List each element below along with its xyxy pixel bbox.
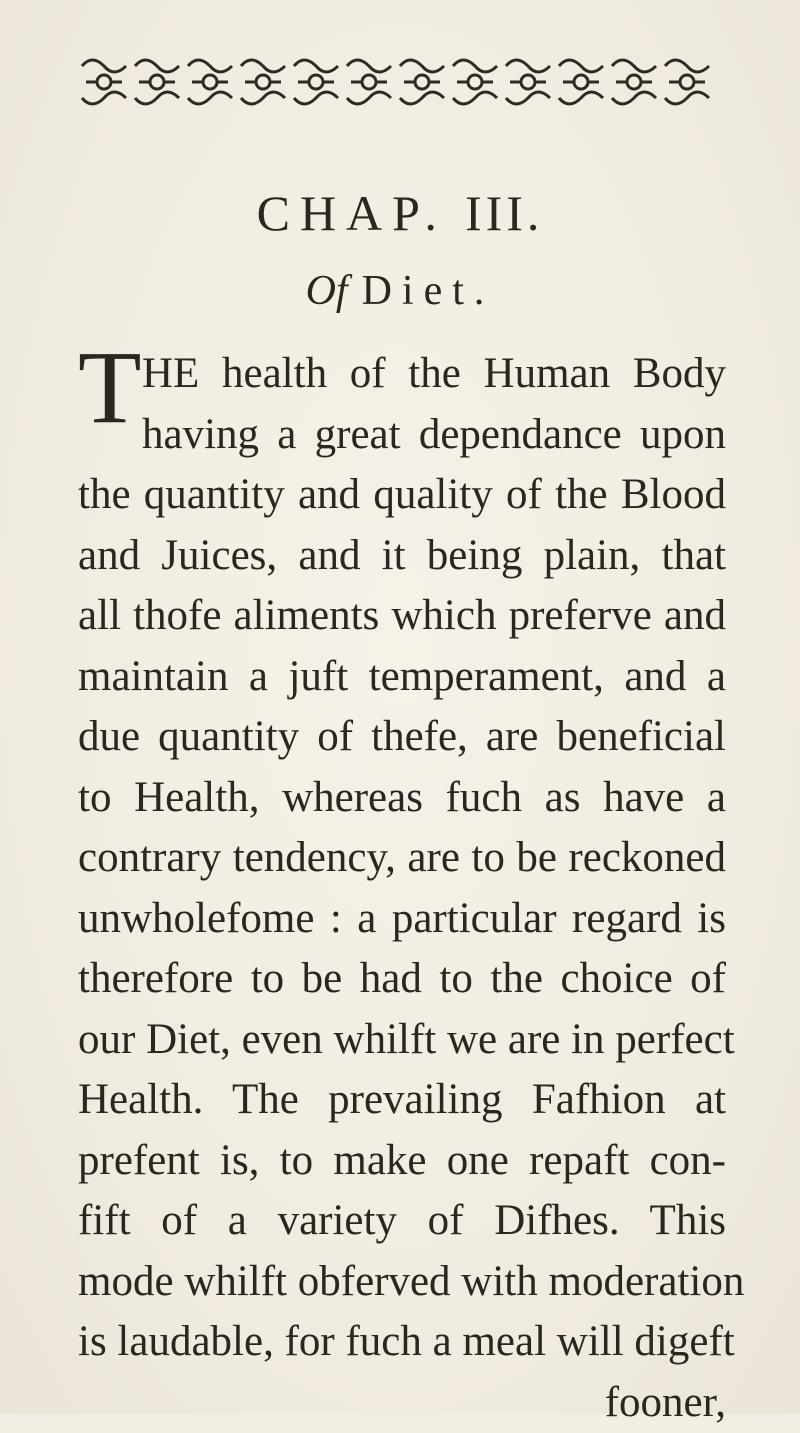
section-title-word: Diet. xyxy=(362,268,495,314)
ornament-band-icon xyxy=(78,52,718,112)
text-line: is laudable, for fuch a meal will digeft xyxy=(78,1312,726,1373)
text-line: therefore to be had to the choice of xyxy=(78,949,726,1010)
text-line: maintain a juft temperament, and a xyxy=(78,647,726,708)
text-line: the quantity and quality of the Blood xyxy=(78,465,726,526)
section-title xyxy=(0,270,800,312)
body-paragraph xyxy=(78,344,726,1433)
chapter-label: CHAP. xyxy=(257,185,447,241)
text-line: having a great dependance upon xyxy=(78,405,726,466)
drop-cap: T xyxy=(78,336,142,440)
text-line: Health. The prevailing Fafhion at xyxy=(78,1070,726,1131)
chapter-heading xyxy=(0,188,800,238)
text-line: and Juices, and it being plain, that xyxy=(78,526,726,587)
text-line: contrary tendency, are to be reckoned xyxy=(78,828,726,889)
text-line: due quantity of thefe, are beneficial xyxy=(78,707,726,768)
text-line: prefent is, to make one repaft con- xyxy=(78,1131,726,1192)
text-line: HE health of the Human Body xyxy=(78,344,726,405)
text-line: all thofe aliments which preferve and xyxy=(78,586,726,647)
catchword: fooner, xyxy=(78,1373,726,1433)
text-line: fift of a variety of Difhes. This xyxy=(78,1191,726,1252)
text-line: unwholefome : a particular regard is xyxy=(78,889,726,950)
text-line: mode whilft obferved with moderation xyxy=(78,1252,726,1313)
text-line: our Diet, even whilft we are in perfect xyxy=(78,1010,726,1071)
chapter-number: III. xyxy=(465,185,543,241)
text-line: to Health, whereas fuch as have a xyxy=(78,768,726,829)
section-title-of: Of xyxy=(306,268,348,314)
